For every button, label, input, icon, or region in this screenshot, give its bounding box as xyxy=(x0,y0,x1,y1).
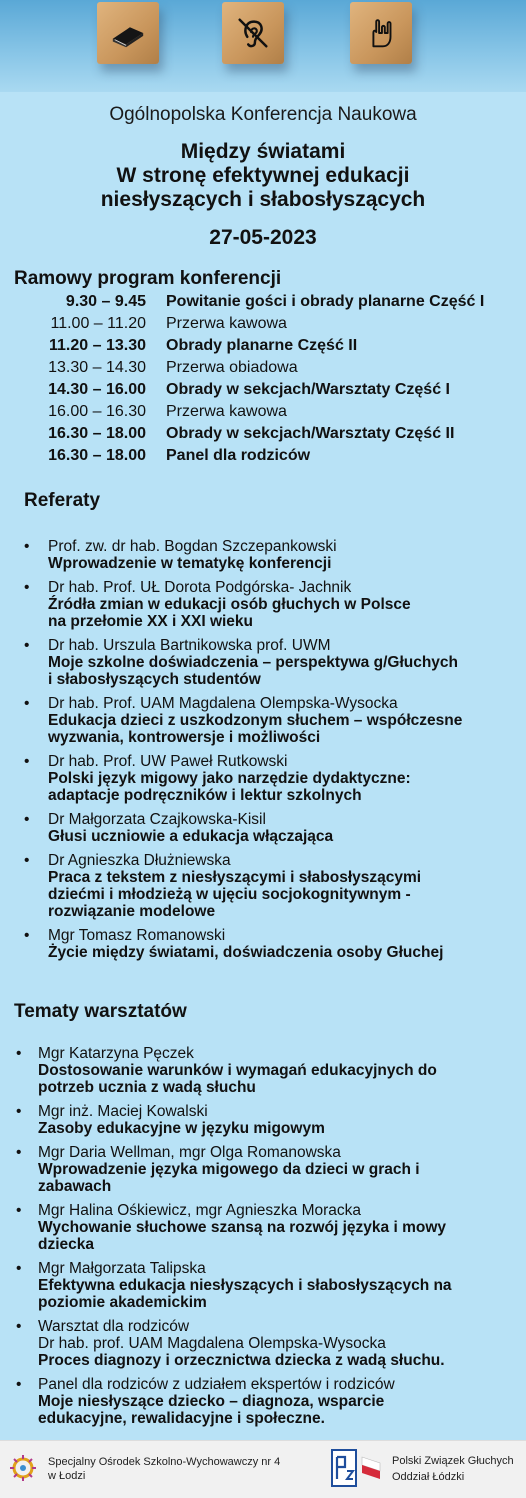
talk-topic: Źródła zmian w edukacji osób głuchych w Polsce na przełomie XX i XXI wieku xyxy=(48,596,411,630)
schedule-description: Powitanie gości i obrady planarne Część I xyxy=(166,293,485,310)
speaker-name: Panel dla rodziców z udziałem ekspertów i rodziców xyxy=(38,1376,395,1393)
ear-cube xyxy=(222,2,284,64)
schedule-row xyxy=(0,315,526,337)
schedule-description: Przerwa kawowa xyxy=(166,403,287,420)
speaker-name: Dr hab. Prof. UW Paweł Rutkowski xyxy=(48,753,288,770)
title-line-2: W stronę efektywnej edukacji xyxy=(116,164,410,187)
warsztaty-list xyxy=(0,1045,526,1434)
school-name xyxy=(48,1455,280,1483)
talk-topic: Edukacja dzieci z uszkodzonym słuchem – współczesne wyzwania, kontrowersje i możliwości xyxy=(48,712,463,746)
warsztaty-heading: Tematy warsztatów xyxy=(14,1001,187,1022)
list-item xyxy=(0,1376,526,1427)
bullet-icon: • xyxy=(16,1103,22,1120)
conference-date: 27-05-2023 xyxy=(209,226,317,249)
talk-topic: Dostosowanie warunków i wymagań edukacyjnych do potrzeb ucznia z wadą słuchu xyxy=(38,1062,437,1096)
talk-topic: Proces diagnozy i orzecznictwa dziecka z wadą słuchu. xyxy=(38,1352,445,1369)
speaker-name: Mgr Małgorzata Talipska xyxy=(38,1260,206,1277)
schedule-time: 16.30 – 18.00 xyxy=(48,425,146,442)
bullet-icon: • xyxy=(24,753,30,770)
title-line-3: niesłyszących i słabosłyszących xyxy=(100,188,426,211)
list-item xyxy=(0,811,526,845)
schedule-description: Obrady w sekcjach/Warsztaty Część I xyxy=(166,381,450,398)
program-title: Ramowy program konferencji xyxy=(14,268,282,289)
school-logo-icon xyxy=(8,1453,38,1483)
list-item xyxy=(0,1260,526,1311)
talk-topic: Głusi uczniowie a edukacja włączająca xyxy=(48,828,334,845)
referaty-heading: Referaty xyxy=(24,490,101,511)
schedule-time: 16.30 – 18.00 xyxy=(48,447,146,464)
bullet-icon: • xyxy=(24,579,30,596)
bullet-icon: • xyxy=(16,1318,22,1335)
speaker-name: Dr Małgorzata Czajkowska-Kisil xyxy=(48,811,266,828)
crossed-ear-icon xyxy=(234,14,272,52)
bullet-icon: • xyxy=(24,852,30,869)
speaker-name: Dr Agnieszka Dłużniewska xyxy=(48,852,231,869)
referaty-list xyxy=(0,538,526,968)
bullet-icon: • xyxy=(16,1376,22,1393)
schedule-description: Obrady planarne Część II xyxy=(166,337,358,354)
polish-flag-icon xyxy=(360,1453,382,1483)
organizer-line: Ogólnopolska Konferencja Naukowa xyxy=(109,104,417,125)
schedule-row xyxy=(0,403,526,425)
list-item xyxy=(0,1202,526,1253)
bullet-icon: • xyxy=(16,1202,22,1219)
schedule-row xyxy=(0,381,526,403)
schedule-time: 11.00 – 11.20 xyxy=(50,315,146,332)
speaker-name: Mgr Tomasz Romanowski xyxy=(48,927,226,944)
bullet-icon: • xyxy=(16,1045,22,1062)
schedule-row xyxy=(0,337,526,359)
schedule-description: Obrady w sekcjach/Warsztaty Część II xyxy=(166,425,455,442)
list-item xyxy=(0,1318,526,1369)
list-item xyxy=(0,637,526,688)
school-line-1: Specjalny Ośrodek Szkolno-Wychowawczy nr 4 xyxy=(48,1456,281,1468)
hand-cube xyxy=(350,2,412,64)
schedule-time: 16.00 – 16.30 xyxy=(48,403,146,420)
book-icon xyxy=(109,14,147,52)
schedule-description: Panel dla rodziców xyxy=(166,447,311,464)
footer xyxy=(0,1440,526,1498)
pzg-logo-icon xyxy=(331,1449,357,1487)
talk-topic: Praca z tekstem z niesłyszącymi i słabosłyszącymi dziećmi i młodzieżą w ujęciu socjokognitywnym - rozwiązanie modelowe xyxy=(48,869,422,920)
bullet-icon: • xyxy=(16,1260,22,1277)
header-banner xyxy=(0,0,526,92)
schedule-time: 9.30 – 9.45 xyxy=(65,293,146,310)
talk-topic: Zasoby edukacyjne w języku migowym xyxy=(38,1120,325,1137)
talk-topic: Życie między światami, doświadczenia osoby Głuchej xyxy=(48,944,444,961)
talk-topic: Efektywna edukacja niesłyszących i słabosłyszących na poziomie akademickim xyxy=(38,1277,452,1311)
speaker-name: Dr hab. Prof. UAM Magdalena Olempska-Wysocka xyxy=(48,695,398,712)
bullet-icon: • xyxy=(24,695,30,712)
bullet-icon: • xyxy=(24,637,30,654)
talk-topic: Moje szkolne doświadczenia – perspektywa g/Głuchych i słabosłyszących studentów xyxy=(48,654,459,688)
schedule-row xyxy=(0,293,526,315)
talk-topic: Polski język migowy jako narzędzie dydaktyczne: adaptacje podręczników i lektur szkolnych xyxy=(48,770,411,804)
bullet-icon: • xyxy=(24,927,30,944)
speaker-name: Prof. zw. dr hab. Bogdan Szczepankowski xyxy=(48,538,337,555)
list-item xyxy=(0,852,526,920)
list-item xyxy=(0,1045,526,1096)
schedule-description: Przerwa obiadowa xyxy=(166,359,298,376)
talk-topic: Moje niesłyszące dziecko – diagnoza, wsparcie edukacyjne, rewalidacyjne i społeczne. xyxy=(38,1393,385,1427)
pzg-line-2: Oddział Łódzki xyxy=(392,1471,465,1483)
bullet-icon: • xyxy=(24,538,30,555)
schedule-time: 11.20 – 13.30 xyxy=(49,337,146,354)
list-item xyxy=(0,753,526,804)
list-item xyxy=(0,1144,526,1195)
schedule-time: 13.30 – 14.30 xyxy=(48,359,146,376)
speaker-name: Mgr Halina Ośkiewicz, mgr Agnieszka Moracka xyxy=(38,1202,362,1219)
speaker-name: Dr hab. Urszula Bartnikowska prof. UWM xyxy=(48,637,331,654)
speaker-name: Mgr Daria Wellman, mgr Olga Romanowska xyxy=(38,1144,341,1161)
talk-topic: Wprowadzenie języka migowego da dzieci w grach i zabawach xyxy=(38,1161,420,1195)
school-line-2: w Łodzi xyxy=(48,1470,86,1482)
list-item xyxy=(0,579,526,630)
schedule-row xyxy=(0,359,526,381)
schedule-row xyxy=(0,447,526,469)
list-item xyxy=(0,1103,526,1137)
bullet-icon: • xyxy=(16,1144,22,1161)
talk-topic: Wychowanie słuchowe szansą na rozwój języka i mowy dziecka xyxy=(38,1219,447,1253)
pzg-line-1: Polski Związek Głuchych xyxy=(392,1455,514,1467)
conference-title xyxy=(0,140,526,212)
schedule-row xyxy=(0,425,526,447)
schedule-description: Przerwa kawowa xyxy=(166,315,287,332)
speaker-name: Mgr Katarzyna Pęczek xyxy=(38,1045,194,1062)
talk-topic: Wprowadzenie w tematykę konferencji xyxy=(48,555,332,572)
list-item xyxy=(0,538,526,572)
book-cube xyxy=(97,2,159,64)
pzg-name xyxy=(392,1453,514,1485)
schedule-table xyxy=(0,293,526,469)
bullet-icon: • xyxy=(24,811,30,828)
sign-language-hand-icon xyxy=(362,14,400,52)
list-item xyxy=(0,927,526,961)
speaker-name: Dr hab. Prof. UŁ Dorota Podgórska- Jachnik xyxy=(48,579,352,596)
list-item xyxy=(0,695,526,746)
speaker-name: Warsztat dla rodziców Dr hab. prof. UAM Magdalena Olempska-Wysocka xyxy=(38,1318,386,1352)
title-line-1: Między światami xyxy=(180,140,346,163)
speaker-name: Mgr inż. Maciej Kowalski xyxy=(38,1103,208,1120)
schedule-time: 14.30 – 16.00 xyxy=(48,381,146,398)
